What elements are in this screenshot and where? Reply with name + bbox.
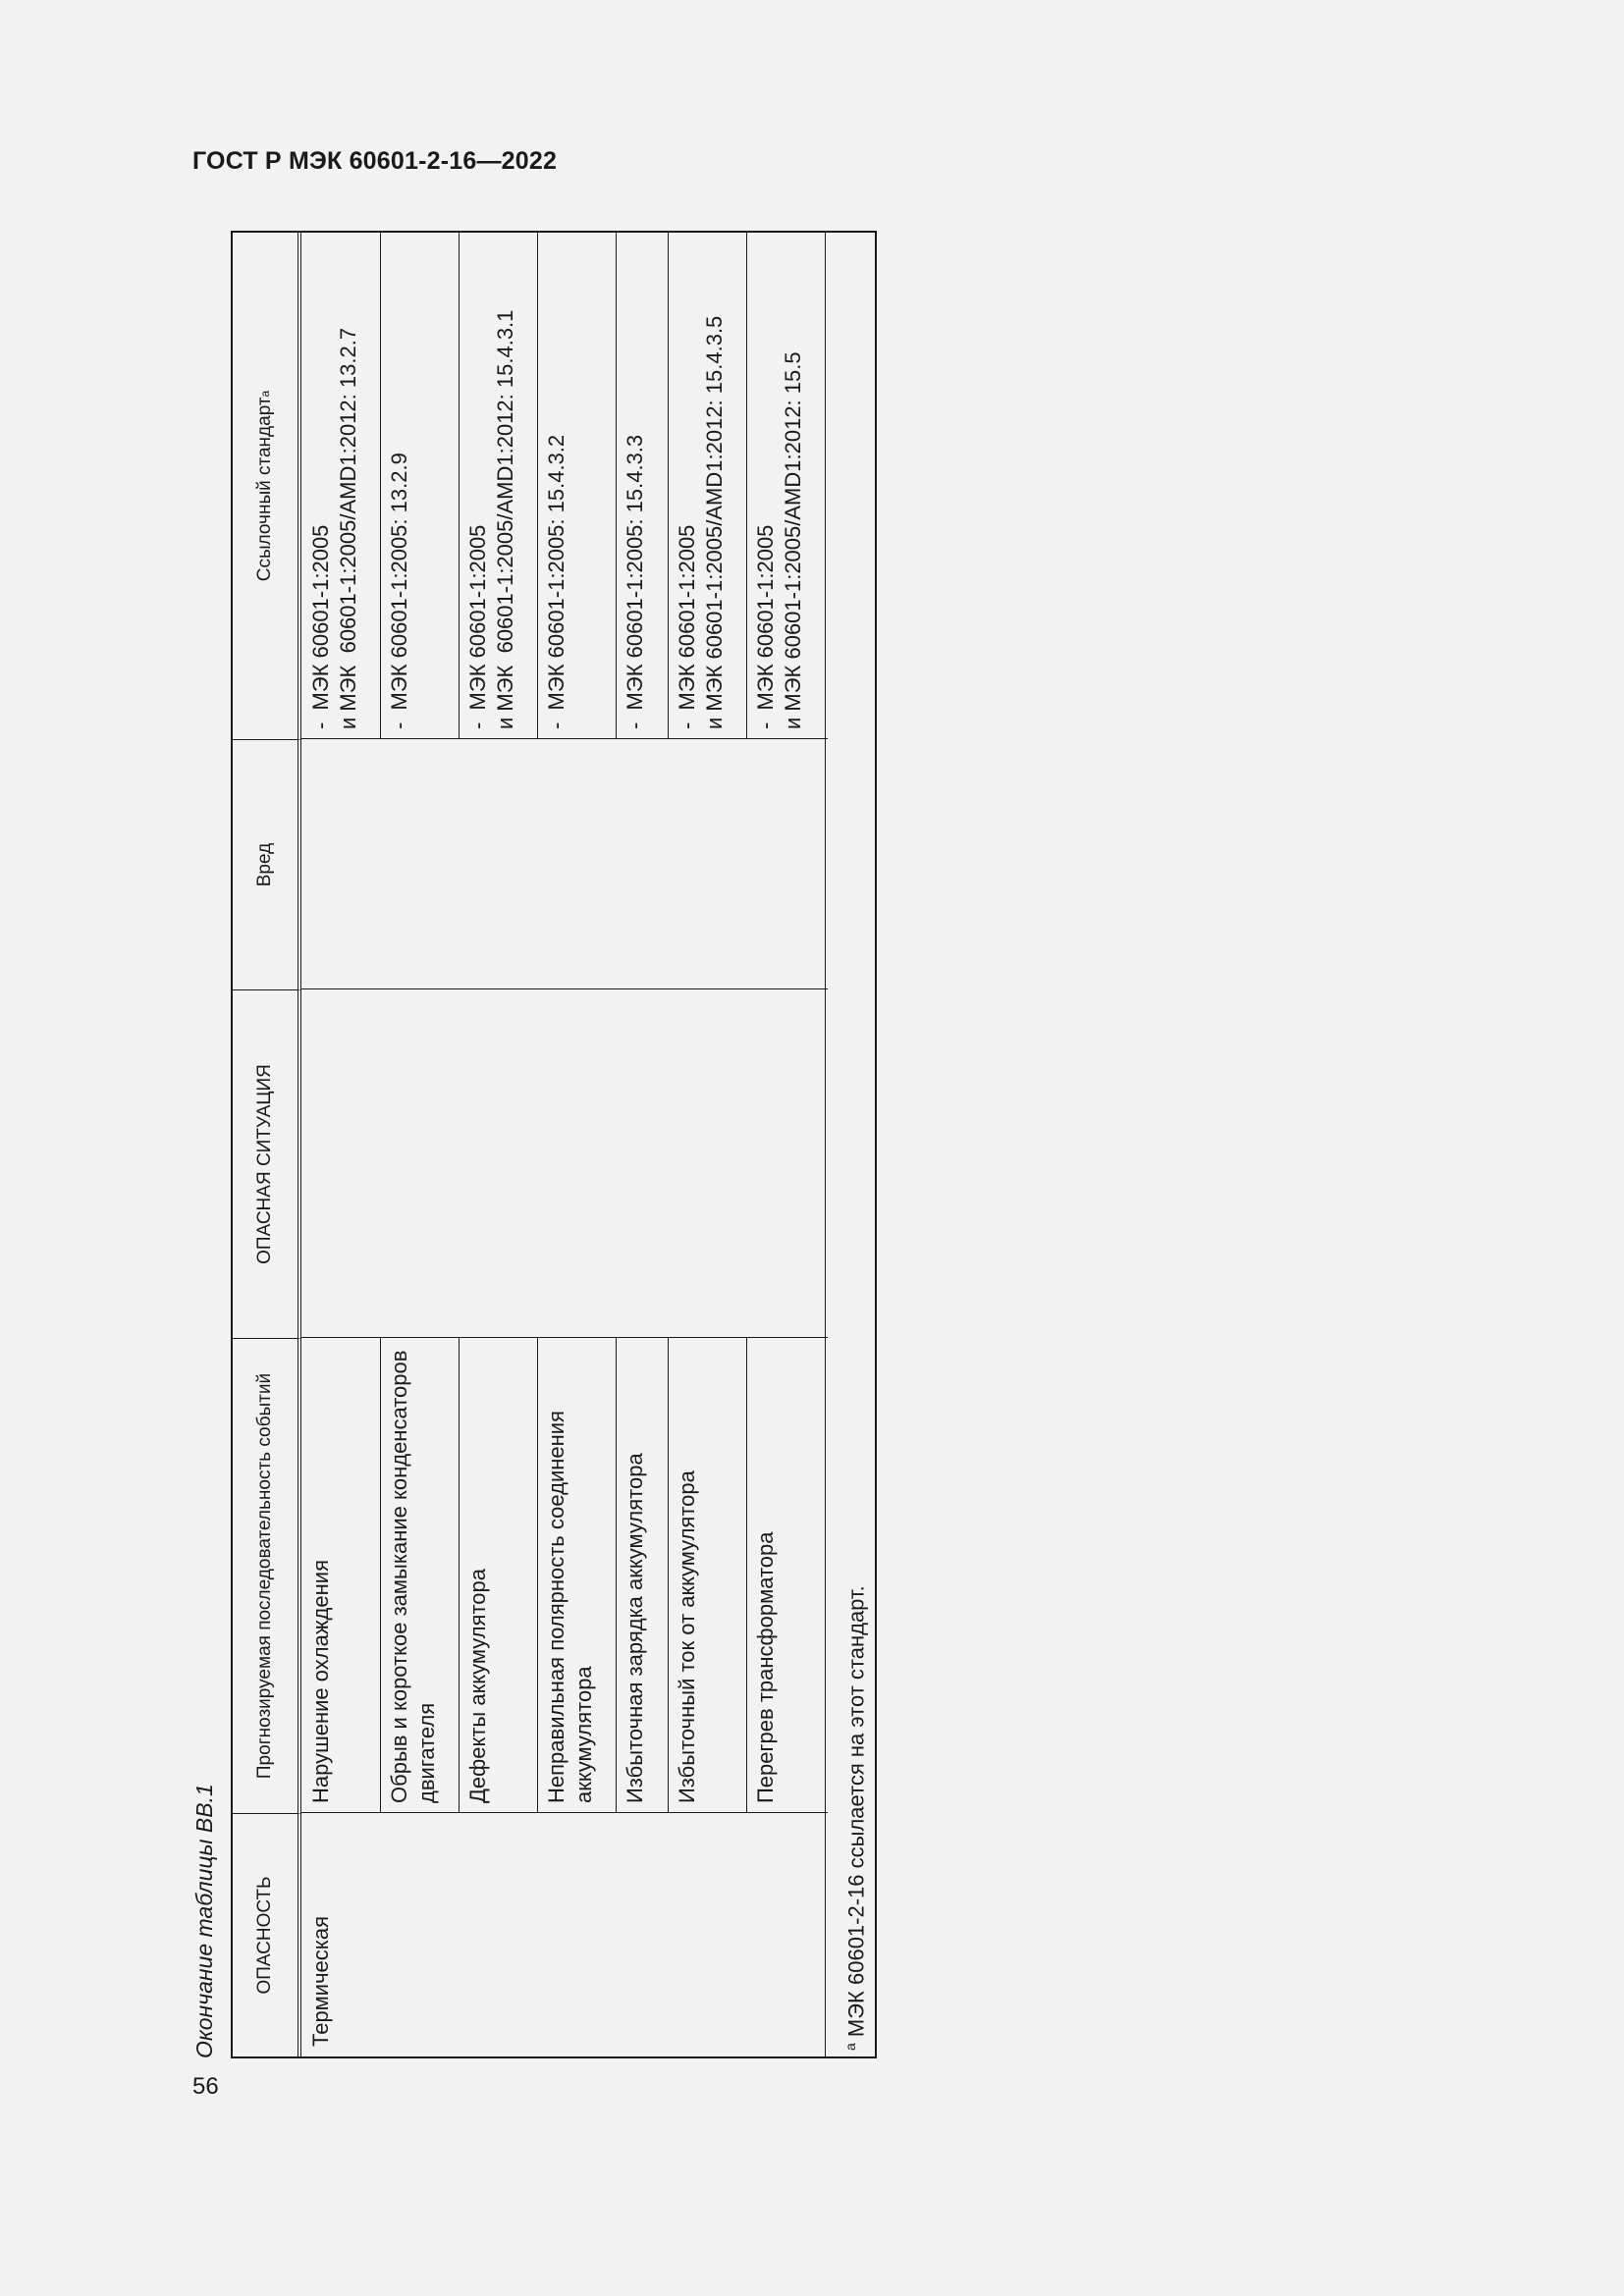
hazard-cell: Термическая	[308, 1915, 333, 2047]
table-row-reference	[748, 233, 811, 739]
column-header-reference: Ссылочный стандарт a	[233, 233, 301, 739]
table-row-reference	[382, 233, 417, 739]
table-row-sequence: Обрыв и короткое замыкание конденсаторов двигателя	[387, 1350, 439, 1803]
reference-line: - МЭК 60601-1:2005: 15.4.3.3	[623, 434, 647, 729]
row-separator	[746, 1338, 747, 1813]
row-separator	[616, 1338, 617, 1813]
reference-line: - МЭК 60601-1:2005	[753, 524, 778, 729]
column-header-sequence: Прогнозируемая последовательность событий	[233, 1338, 301, 1813]
table-row-sequence: Неправильная полярность соединения аккумулятора	[544, 1411, 596, 1803]
table-row-sequence: Избыточный ток от аккумулятора	[675, 1470, 699, 1803]
row-separator	[459, 233, 460, 739]
reference-line: - МЭК 60601-1:2005	[465, 524, 490, 729]
table-footnote	[827, 227, 880, 2056]
reference-line: и МЭК 60601-1:2005/AMD1:2012: 15.4.3.5	[702, 315, 727, 729]
table-caption: Окончание таблицы ВВ.1	[191, 1784, 217, 2058]
table-row-sequence: Избыточная зарядка аккумулятора	[623, 1453, 647, 1803]
table-row-reference	[303, 233, 366, 739]
row-separator	[537, 233, 538, 739]
table-row-reference	[539, 233, 574, 739]
reference-line: - МЭК 60601-1:2005	[308, 524, 333, 729]
table-row-sequence: Дефекты аккумулятора	[465, 1568, 490, 1803]
row-separator	[668, 1338, 669, 1813]
column-divider	[301, 988, 828, 989]
reference-line: и МЭК 60601-1:2005/AMD1:2012: 15.4.3.1	[493, 309, 517, 729]
table-row-reference	[460, 233, 523, 739]
column-header-hazard: ОПАСНОСТЬ	[233, 1813, 301, 2056]
rotated-table-area	[179, 233, 878, 2058]
row-separator	[459, 1338, 460, 1813]
row-separator	[380, 233, 381, 739]
row-separator	[537, 1338, 538, 1813]
row-separator	[616, 233, 617, 739]
reference-line: - МЭК 60601-1:2005: 13.2.9	[387, 453, 411, 729]
reference-line: и МЭК 60601-1:2005/AMD1:2012: 15.5	[781, 351, 805, 729]
row-separator	[380, 1338, 381, 1813]
table-row-reference	[670, 233, 732, 739]
hazard-table	[231, 231, 877, 2058]
page-number: 56	[192, 2073, 219, 2100]
column-header-situation: ОПАСНАЯ СИТУАЦИЯ	[233, 989, 301, 1338]
reference-line: и МЭК 60601-1:2005/AMD1:2012: 13.2.7	[336, 327, 360, 729]
situation-harm-bottom-rule	[825, 739, 826, 1338]
table-row-reference	[618, 233, 653, 739]
reference-line: - МЭК 60601-1:2005: 15.4.3.2	[544, 434, 568, 729]
column-header-harm: Вред	[233, 739, 301, 989]
row-separator	[668, 233, 669, 739]
footnote-marker: a	[842, 2043, 858, 2051]
document-header: ГОСТ Р МЭК 60601-2-16—2022	[192, 147, 558, 175]
table-row-sequence: Нарушение охлаждения	[308, 1560, 333, 1803]
reference-line: - МЭК 60601-1:2005	[675, 524, 699, 729]
table-row-sequence: Перегрев трансформатора	[753, 1531, 778, 1803]
row-separator	[746, 233, 747, 739]
footnote-text: МЭК 60601-2-16 ссылается на этот стандарт.	[843, 1585, 869, 2038]
